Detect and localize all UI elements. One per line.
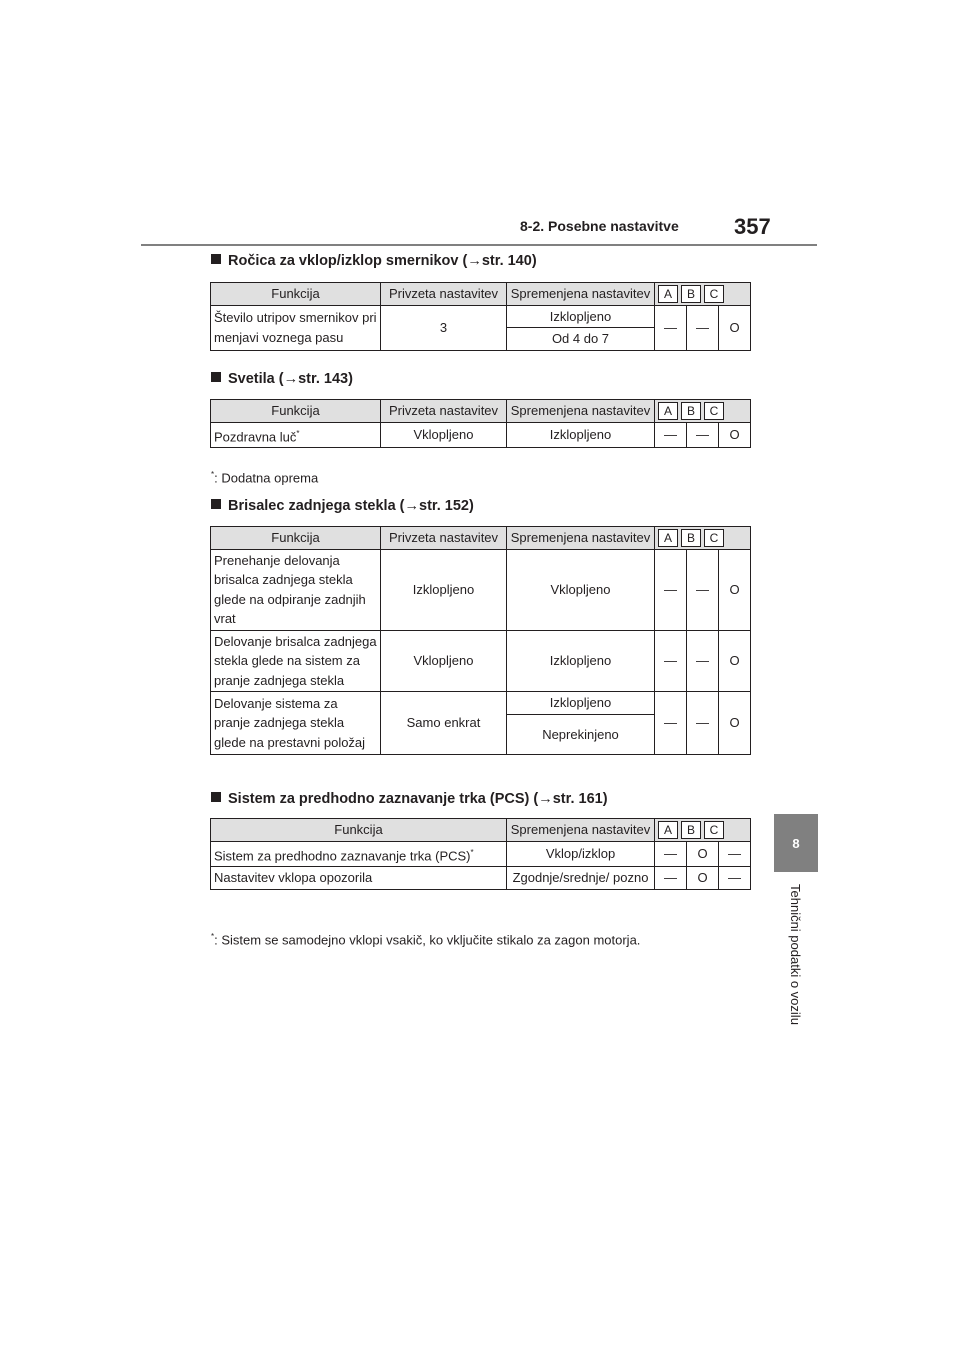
cell-c: O bbox=[719, 630, 751, 692]
square-bullet-icon bbox=[211, 372, 221, 382]
square-bullet-icon bbox=[211, 499, 221, 509]
col-privzeta: Privzeta nastavitev bbox=[381, 400, 507, 423]
cell-a: — bbox=[655, 630, 687, 692]
col-spremenjena: Spremenjena nastavitev bbox=[507, 400, 655, 423]
cell-spremenjena: Od 4 do 7 bbox=[507, 328, 655, 351]
cell-privzeta: Samo enkrat bbox=[381, 692, 507, 755]
col-b: B bbox=[681, 821, 701, 839]
square-bullet-icon bbox=[211, 792, 221, 802]
cell-spremenjena: Izklopljeno bbox=[507, 305, 655, 328]
table-row bbox=[211, 549, 751, 630]
col-spremenjena: Spremenjena nastavitev bbox=[507, 283, 655, 306]
cell-funkcija: Nastavitev vklopa opozorila bbox=[211, 867, 507, 890]
col-spremenjena: Spremenjena nastavitev bbox=[507, 527, 655, 550]
turn-signal-table bbox=[210, 282, 751, 351]
rear-wiper-table bbox=[210, 526, 751, 755]
col-c: C bbox=[704, 402, 724, 420]
col-funkcija: Funkcija bbox=[211, 527, 381, 550]
table-row bbox=[211, 692, 751, 715]
cell-b: O bbox=[687, 841, 719, 867]
cell-spremenjena: Izklopljeno bbox=[507, 422, 655, 448]
col-a: A bbox=[658, 821, 678, 839]
cell-a: — bbox=[655, 841, 687, 867]
col-a: A bbox=[658, 529, 678, 547]
cell-a: — bbox=[655, 422, 687, 448]
cell-spremenjena: Neprekinjeno bbox=[507, 714, 655, 754]
cell-funkcija: Delovanje sistema za pranje zadnjega stekla glede na prestavni položaj bbox=[211, 692, 381, 755]
footnote-optional-equipment: *: Dodatna oprema bbox=[211, 470, 319, 486]
cell-b: O bbox=[687, 867, 719, 890]
col-privzeta: Privzeta nastavitev bbox=[381, 527, 507, 550]
col-b: B bbox=[681, 285, 701, 303]
cell-spremenjena: Vklopljeno bbox=[507, 549, 655, 630]
pcs-table bbox=[210, 818, 751, 890]
section-heading-lights: Svetila (→str. 143) bbox=[211, 371, 353, 387]
cell-funkcija: Delovanje brisalca zadnjega stekla glede na sistem za pranje zadnjega stekla bbox=[211, 630, 381, 692]
cell-a: — bbox=[655, 305, 687, 350]
chapter-label: Tehnični podatki o vozilu bbox=[788, 884, 803, 1025]
table-row bbox=[211, 422, 751, 448]
col-funkcija: Funkcija bbox=[211, 400, 381, 423]
table-row bbox=[211, 630, 751, 692]
cell-b: — bbox=[687, 630, 719, 692]
chapter-tab: 8 bbox=[774, 814, 818, 872]
cell-spremenjena: Vklop/izklop bbox=[507, 841, 655, 867]
cell-a: — bbox=[655, 867, 687, 890]
cell-c: — bbox=[719, 841, 751, 867]
page-number: 357 bbox=[734, 214, 771, 239]
cell-funkcija: Število utripov smernikov pri menjavi voznega pasu bbox=[211, 305, 381, 350]
col-funkcija: Funkcija bbox=[211, 283, 381, 306]
cell-privzeta: 3 bbox=[381, 305, 507, 350]
col-a: A bbox=[658, 285, 678, 303]
header-divider bbox=[141, 244, 817, 246]
cell-b: — bbox=[687, 422, 719, 448]
cell-c: — bbox=[719, 867, 751, 890]
table-row bbox=[211, 867, 751, 890]
cell-b: — bbox=[687, 549, 719, 630]
cell-privzeta: Izklopljeno bbox=[381, 549, 507, 630]
col-a: A bbox=[658, 402, 678, 420]
section-title: 8-2. Posebne nastavitve bbox=[520, 218, 679, 234]
cell-b: — bbox=[687, 692, 719, 755]
cell-spremenjena: Zgodnje/srednje/ pozno bbox=[507, 867, 655, 890]
cell-funkcija: Pozdravna luč* bbox=[211, 422, 381, 448]
cell-c: O bbox=[719, 305, 751, 350]
cell-c: O bbox=[719, 549, 751, 630]
section-heading-turn-signal: Ročica za vklop/izklop smernikov (→str. 140) bbox=[211, 253, 537, 269]
col-c: C bbox=[704, 285, 724, 303]
table-row bbox=[211, 305, 751, 328]
cell-spremenjena: Izklopljeno bbox=[507, 692, 655, 715]
cell-funkcija: Sistem za predhodno zaznavanje trka (PCS)* bbox=[211, 841, 507, 867]
footnote-pcs: *: Sistem se samodejno vklopi vsakič, ko vključite stikalo za zagon motorja. bbox=[211, 932, 641, 948]
lights-table bbox=[210, 399, 751, 448]
cell-privzeta: Vklopljeno bbox=[381, 630, 507, 692]
col-c: C bbox=[704, 821, 724, 839]
col-b: B bbox=[681, 402, 701, 420]
cell-privzeta: Vklopljeno bbox=[381, 422, 507, 448]
col-abc bbox=[655, 283, 751, 306]
col-c: C bbox=[704, 529, 724, 547]
table-header-row bbox=[211, 527, 751, 550]
table-header-row bbox=[211, 283, 751, 306]
col-privzeta: Privzeta nastavitev bbox=[381, 283, 507, 306]
table-header-row bbox=[211, 400, 751, 423]
cell-spremenjena: Izklopljeno bbox=[507, 630, 655, 692]
col-abc bbox=[655, 400, 751, 423]
col-funkcija: Funkcija bbox=[211, 819, 507, 842]
cell-a: — bbox=[655, 549, 687, 630]
section-heading-pcs: Sistem za predhodno zaznavanje trka (PCS) (→str. 161) bbox=[211, 791, 608, 807]
table-header-row bbox=[211, 819, 751, 842]
col-abc bbox=[655, 527, 751, 550]
cell-funkcija: Prenehanje delovanja brisalca zadnjega stekla glede na odpiranje zadnjih vrat bbox=[211, 549, 381, 630]
section-heading-rear-wiper: Brisalec zadnjega stekla (→str. 152) bbox=[211, 498, 474, 514]
table-row bbox=[211, 841, 751, 867]
cell-c: O bbox=[719, 422, 751, 448]
cell-a: — bbox=[655, 692, 687, 755]
square-bullet-icon bbox=[211, 254, 221, 264]
cell-b: — bbox=[687, 305, 719, 350]
cell-c: O bbox=[719, 692, 751, 755]
col-b: B bbox=[681, 529, 701, 547]
col-abc bbox=[655, 819, 751, 842]
col-spremenjena: Spremenjena nastavitev bbox=[507, 819, 655, 842]
